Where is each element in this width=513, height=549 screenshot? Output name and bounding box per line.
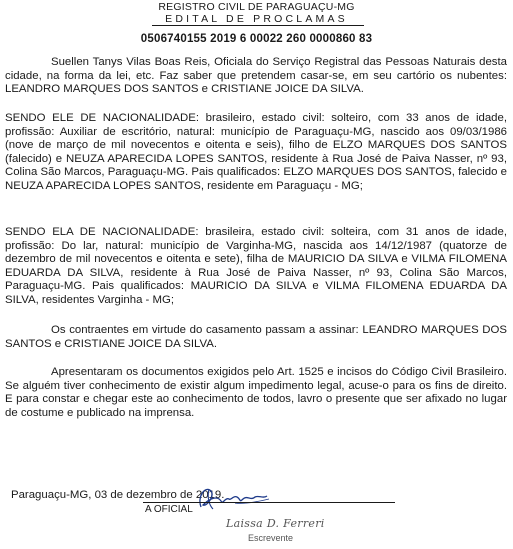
signature-label: A OFICIAL [145, 504, 193, 515]
registry-office-name: REGISTRO CIVIL DE PARAGUAÇU-MG [158, 1, 355, 13]
intro-paragraph: Suellen Tanys Vilas Boas Reis, Oficiala do Serviço Registral das Pessoas Naturais desta cidade, na forma da lei, etc. Faz saber que pretendem casar-se, em seu cartório os nubentes: LEANDRO MARQUES DOS SANTOS e CRISTIANE JOICE DA SILVA. [5, 56, 507, 96]
date-line: Paraguaçu-MG, 03 de dezembro de 2019. [11, 489, 225, 501]
header-rule [152, 25, 364, 26]
registration-code: 0506740155 2019 6 00022 260 0000860 83 [140, 33, 373, 45]
signature-names-paragraph: Os contraentes em virtude do casamento passam a assinar: LEANDRO MARQUES DOS SANTOS e CRISTIANE JOICE DA SILVA. [5, 324, 507, 350]
signature-line [143, 502, 395, 503]
signatory-role: Escrevente [248, 533, 294, 543]
signatory-name: Laissa D. Ferreri [226, 517, 325, 530]
groom-paragraph: SENDO ELE DE NACIONALIDADE: brasileiro, estado civil: solteiro, com 33 anos de idade, profissão: Auxiliar de escritório, natural: município de Paraguaçu-MG, nascido aos 09/03/1986 (nove de março de mil novecentos e oitenta e seis), filho de ELZO MARQUES DOS SANTOS (falecido) e NEUZA APARECIDA LOPES SANTOS, residente à Rua José de Paiva Nasser, nº 93, Colina São Marcos, Paraguaçu-MG. Pais qualificados: ELZO MARQUES DOS SANTOS, falecido e NEUZA APARECIDA LOPES SANTOS, residente em Paraguaçu - MG; [5, 112, 507, 192]
documents-paragraph: Apresentaram os documentos exigidos pelo Art. 1525 e incisos do Código Civil Brasileiro. Se alguém tiver conhecimento de existir algum impedimento legal, acuse-o para os fins de direito. E para constar e chegar este ao conhecimento de todos, lavro o presente que ser afixado no lugar de costume e publicado na imprensa. [5, 366, 507, 419]
bride-paragraph: SENDO ELA DE NACIONALIDADE: brasileira, estado civil: solteira, com 31 anos de idade, profissão: Do lar, natural: município de Varginha-MG, nascida aos 14/12/1987 (quatorze de dezembro de mil novecentos e oitenta e sete), filha de MAURICIO DA SILVA e VILMA FILOMENA EDUARDA DA SILVA, residente à Rua José de Paiva Nasser, nº 93, Colina São Marcos, Paraguaçu-MG. Pais qualificados: MAURICIO DA SILVA e VILMA FILOMENA EDUARDA DA SILVA, residentes Varginha - MG; [5, 226, 507, 306]
document-title: EDITAL DE PROCLAMAS [165, 13, 348, 25]
handwritten-signature [195, 477, 275, 517]
